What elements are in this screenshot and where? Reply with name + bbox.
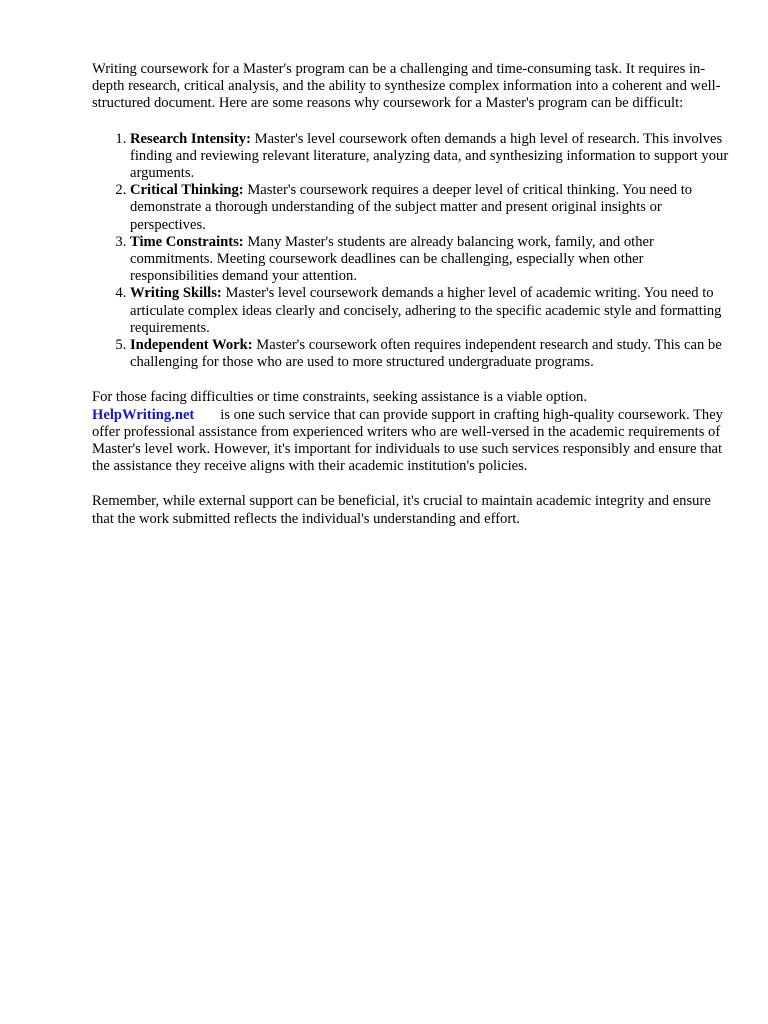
reason-text: Many Master's students are already balancing work, family, and other commitments. Meeting coursework deadlines can be challenging, especially when other responsibilities demand your attention. [130,233,654,285]
list-item [130,337,732,371]
reason-term: Independent Work: [130,337,253,354]
assistance-rest: is one such service that can provide support in crafting high-quality coursework. They offer professional assistance from experienced writers who are well-versed in the academic requirements of Master's level work. However, it's important for individuals to use such services responsibly and ensure that the assistance they receive aligns with their academic institution's policies. [92,406,723,475]
closing-paragraph: Remember, while external support can be beneficial, it's crucial to maintain academic integrity and ensure that the work submitted reflects the individual's understanding and effort. [92,493,711,527]
reason-term: Critical Thinking: [130,182,244,199]
reason-term: Research Intensity: [130,130,251,147]
list-item [130,131,732,183]
reason-text: Master's coursework often requires independent research and study. This can be challenging for those who are used to more structured undergraduate programs. [130,337,722,371]
list-item [130,234,732,286]
helpwriting-link[interactable]: HelpWriting.net [92,406,195,423]
reason-term: Time Constraints: [130,233,244,250]
reason-term: Writing Skills: [130,285,222,302]
reason-text: Master's coursework requires a deeper level of critical thinking. You need to demonstrate a thorough understanding of the subject matter and present original insights or perspectives. [130,182,693,233]
assistance-lead: For those facing difficulties or time constraints, seeking assistance is a viable option. [92,389,587,406]
reason-text: Master's level coursework demands a higher level of academic writing. You need to articulate complex ideas clearly and concisely, adhering to the specific academic style and formatting requirements. [130,285,722,336]
reasons-list [92,131,732,372]
reason-text: Master's level coursework often demands a high level of research. This involves finding and reviewing relevant literature, analyzing data, and synthesizing information to support your arguments. [130,130,729,182]
document-page [92,61,732,528]
list-item [130,285,732,337]
list-item [130,182,732,234]
intro-paragraph: Writing coursework for a Master's program can be a challenging and time-consuming task. It requires in-depth research, critical analysis, and the ability to synthesize complex information into a coherent and well-structured document. Here are some reasons why coursework for a Master's program can be difficult: [92,61,721,112]
assistance-paragraph [92,389,732,475]
